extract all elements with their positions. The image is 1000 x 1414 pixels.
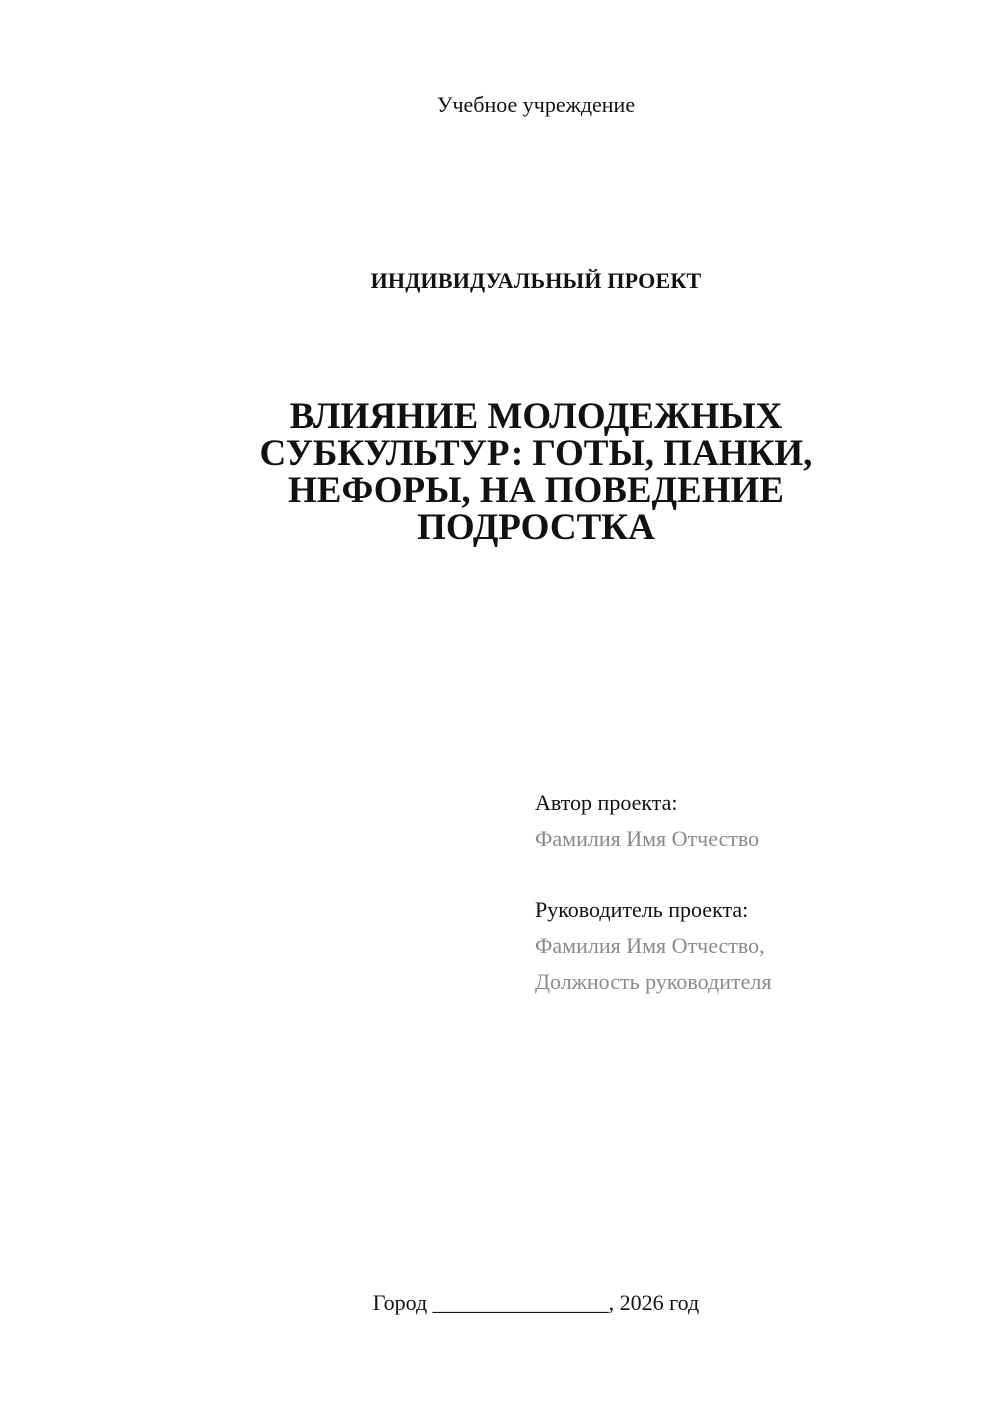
project-title-line: СУБКУЛЬТУР: ГОТЫ, ПАНКИ, [259, 433, 813, 474]
supervisor-block [535, 892, 771, 1000]
supervisor-name: Фамилия Имя Отчество, [535, 933, 765, 958]
project-title-line: ВЛИЯНИЕ МОЛОДЕЖНЫХ [289, 396, 783, 437]
supervisor-label: Руководитель проекта: [535, 897, 749, 922]
author-name: Фамилия Имя Отчество [535, 826, 760, 851]
project-title-line: ПОДРОСТКА [417, 507, 655, 548]
author-label: Автор проекта: [535, 790, 678, 815]
project-title-line: НЕФОРЫ, НА ПОВЕДЕНИЕ [288, 470, 784, 511]
document-type: ИНДИВИДУАЛЬНЫЙ ПРОЕКТ [370, 268, 702, 293]
institution-name: Учебное учреждение [436, 92, 636, 117]
supervisor-position: Должность руководителя [535, 969, 772, 994]
city-year-line: Город ________________, 2026 год [372, 1290, 700, 1315]
author-block [535, 785, 759, 857]
project-title [0, 398, 1000, 546]
